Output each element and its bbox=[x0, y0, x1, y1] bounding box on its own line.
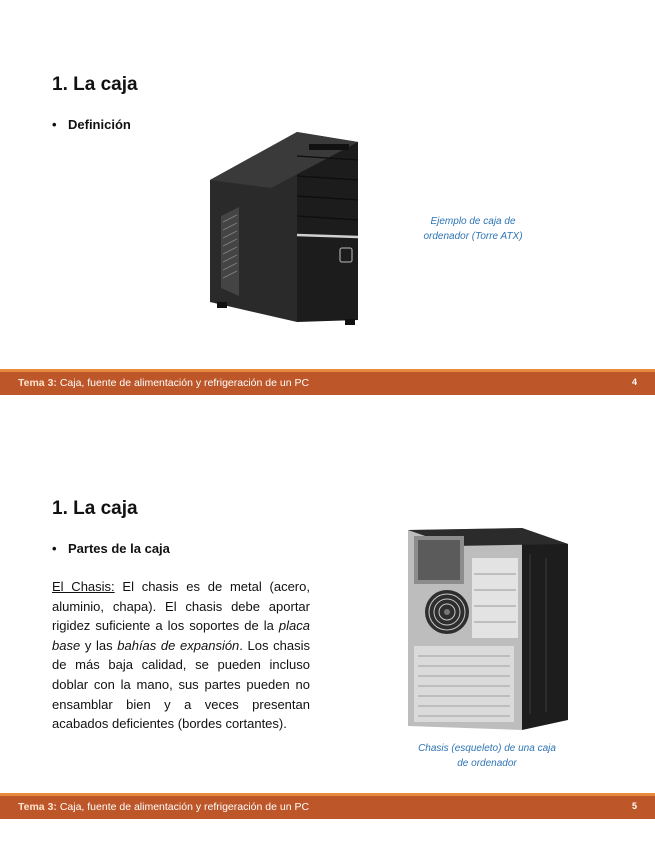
footer-prefix: Tema 3: bbox=[18, 801, 57, 813]
body-text-2: y las bbox=[80, 637, 118, 653]
bullet-item bbox=[52, 117, 131, 132]
slide-footer bbox=[0, 369, 655, 395]
chassis-description bbox=[52, 577, 310, 734]
body-emphasis-2: bahías de expansión bbox=[117, 637, 240, 653]
image-caption: Chasis (esqueleto) de una caja de ordenador bbox=[418, 743, 556, 769]
slide-title: 1. La caja bbox=[52, 74, 138, 95]
bullet-label: Partes de la caja bbox=[68, 541, 170, 556]
chassis-label: El Chasis: bbox=[52, 579, 115, 594]
bullet-dot-icon: • bbox=[52, 117, 57, 132]
body-emphasis-1: placa base bbox=[52, 618, 310, 653]
slide-footer bbox=[0, 793, 655, 819]
footer-subject: Caja, fuente de alimentación y refrigeración de un PC bbox=[59, 801, 310, 813]
bullet-dot-icon: • bbox=[52, 541, 57, 556]
page-number: 4 bbox=[631, 377, 637, 387]
slide-5 bbox=[0, 424, 655, 848]
bullet-label: Definición bbox=[68, 117, 131, 132]
body-text-1: El chasis es de metal (acero, aluminio, chapa). El chasis debe aportar rigidez suficiente a los soportes de la bbox=[52, 579, 310, 634]
footer-prefix: Tema 3: bbox=[18, 377, 57, 389]
footer-text bbox=[18, 801, 309, 813]
atx-tower-image bbox=[205, 130, 365, 328]
slide-title: 1. La caja bbox=[52, 498, 138, 519]
bullet-item bbox=[52, 541, 170, 556]
footer-subject: Caja, fuente de alimentación y refrigeración de un PC bbox=[59, 377, 310, 389]
body-text-3: . Los chasis de más baja calidad, se pueden incluso doblar con la mano, sus partes pueden no ensamblar bien y a veces presentan acabados deficientes (bordes cortantes). bbox=[52, 637, 310, 732]
footer-text bbox=[18, 377, 309, 389]
page-number: 5 bbox=[631, 801, 637, 811]
chassis-image bbox=[402, 524, 572, 736]
slide-4 bbox=[0, 0, 655, 400]
image-caption: Ejemplo de caja de ordenador (Torre ATX) bbox=[423, 216, 523, 242]
